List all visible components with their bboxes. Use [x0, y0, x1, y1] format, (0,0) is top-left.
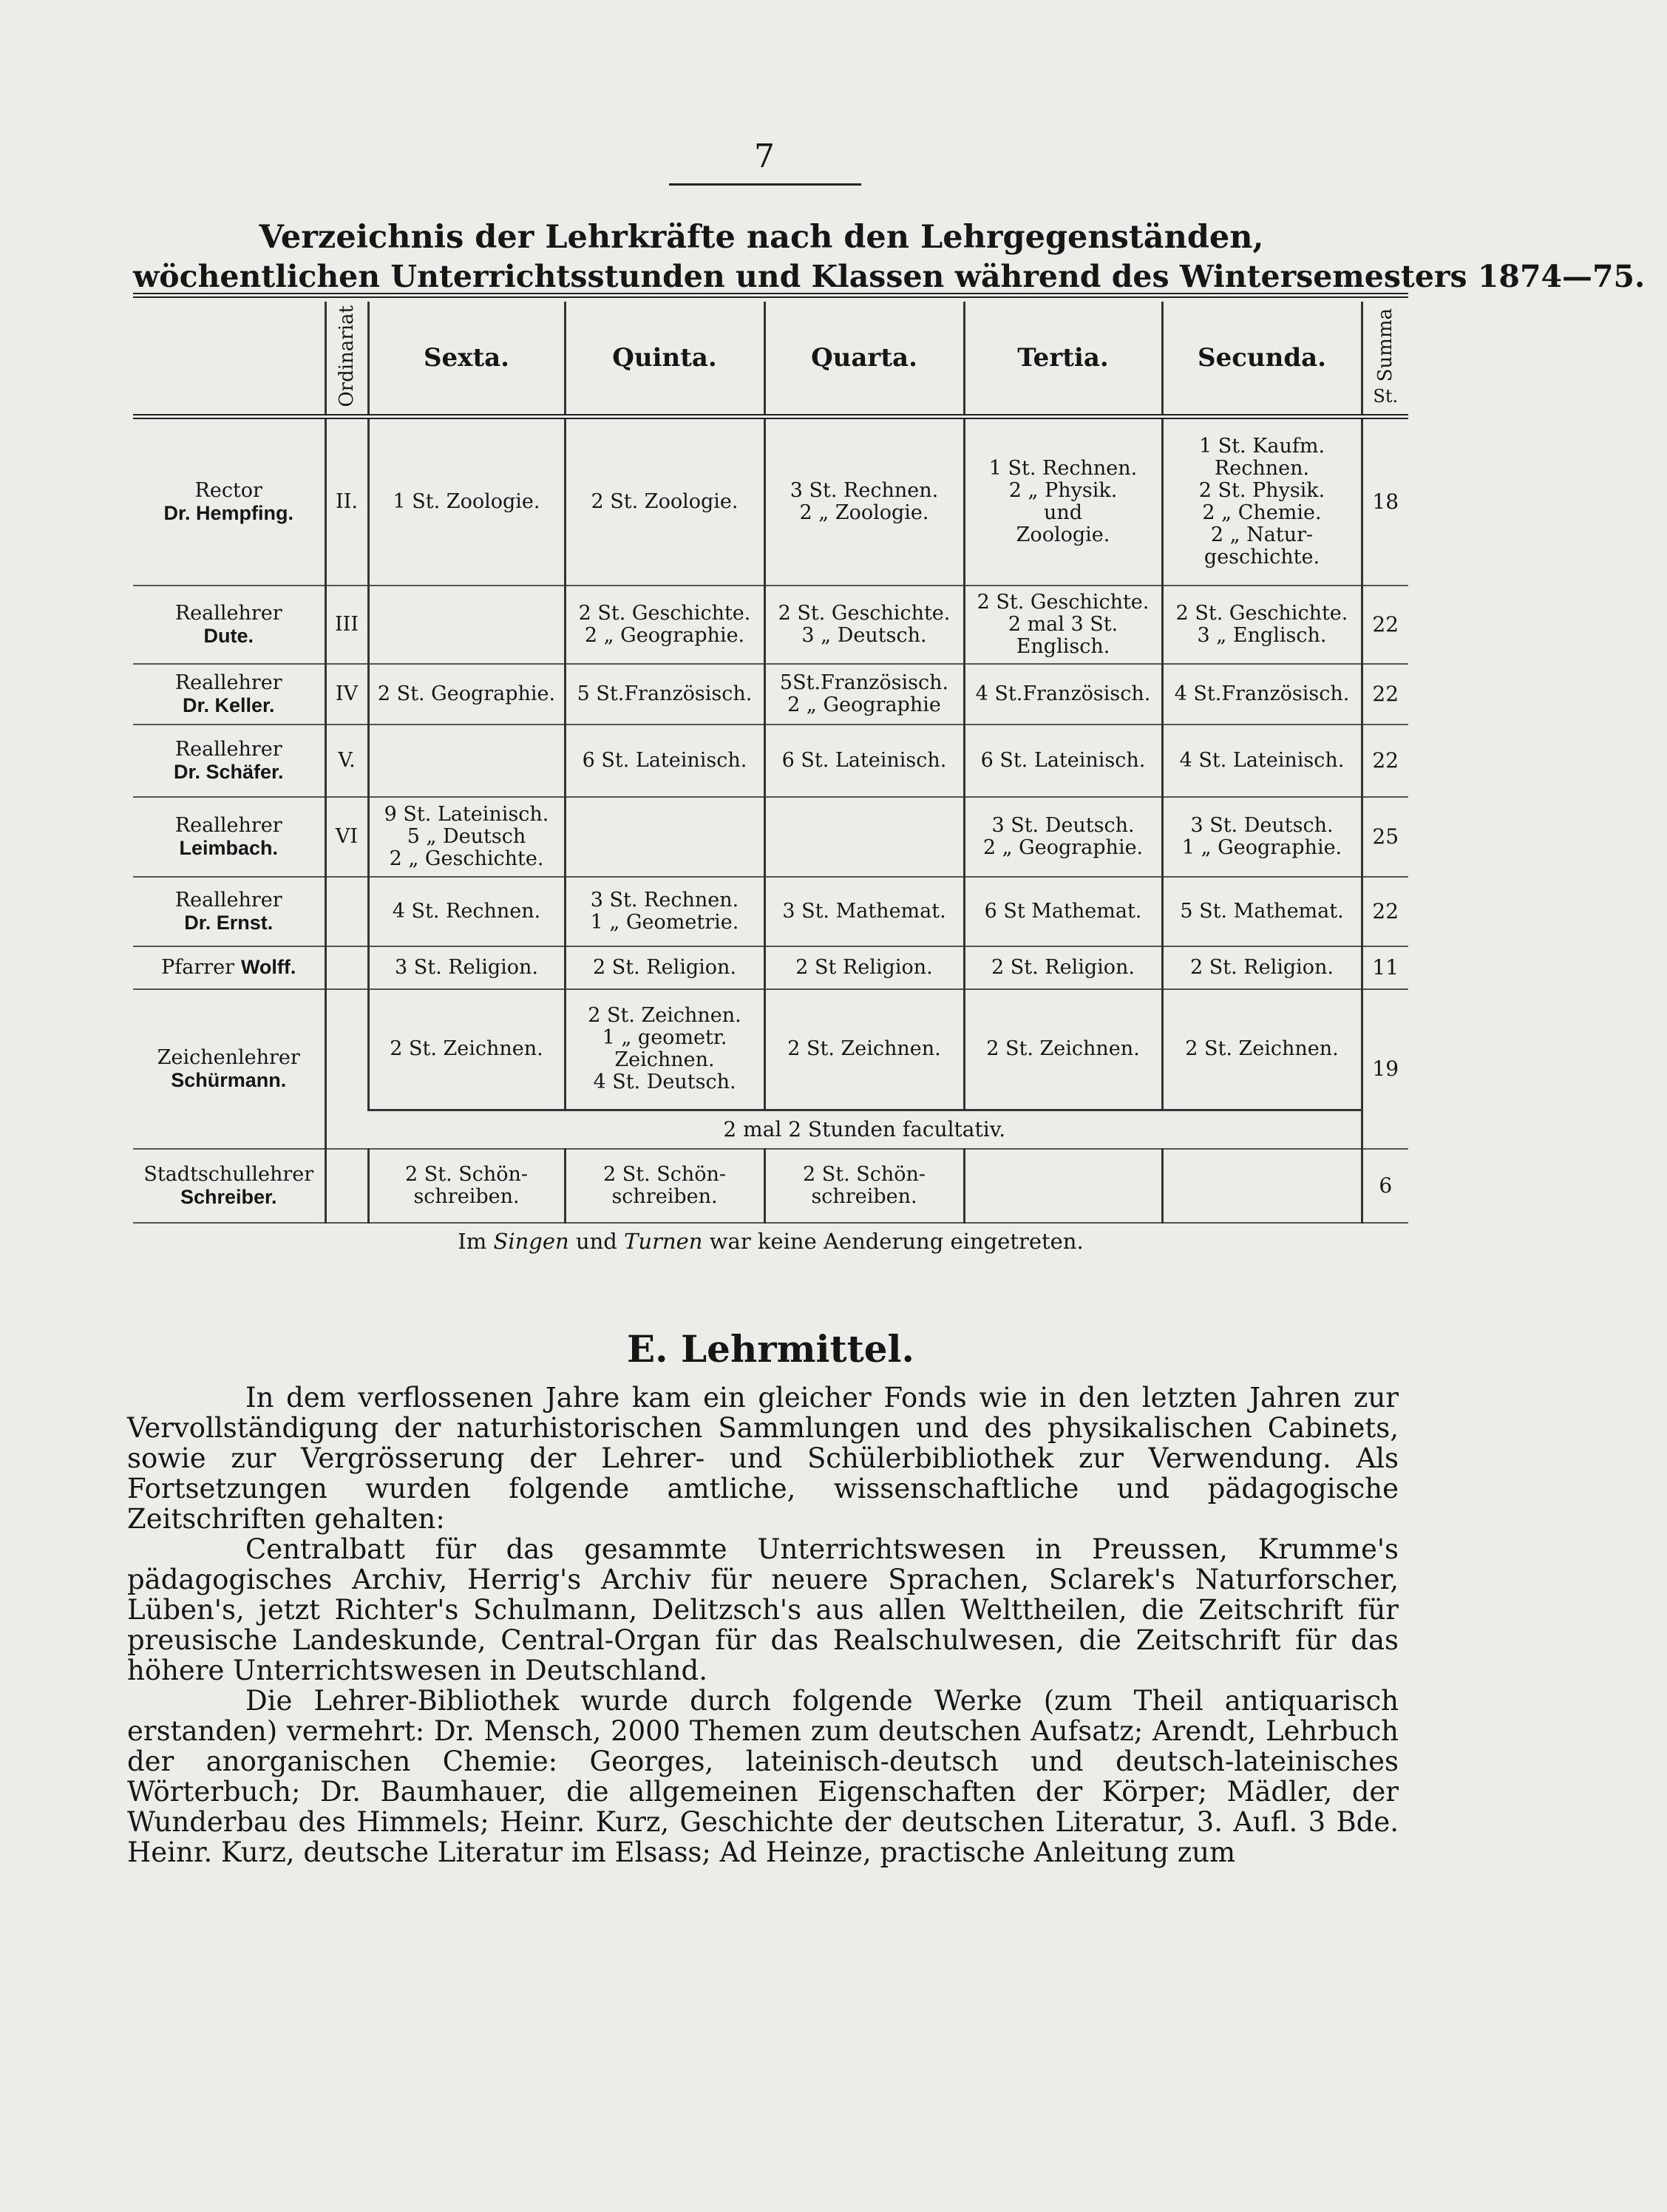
header-secunda: Secunda.	[1162, 302, 1362, 417]
secunda-cell: 5 St. Mathemat.	[1162, 877, 1362, 946]
table-row	[133, 1149, 1408, 1223]
secunda-cell: 2 St. Religion.	[1162, 946, 1362, 989]
table-top-rule	[133, 293, 1408, 298]
summa-cell: 11	[1362, 946, 1408, 989]
summa-cell: 19	[1362, 989, 1408, 1149]
teacher-cell: Stadtschullehrer Schreiber.	[143, 1162, 314, 1208]
table-row	[133, 664, 1408, 725]
header-quinta: Quinta.	[565, 302, 764, 417]
table-row	[133, 989, 1408, 1110]
tertia-cell	[964, 1149, 1162, 1223]
body-text	[127, 1382, 1399, 1867]
secunda-cell: 1 St. Kaufm. Rechnen. 2 St. Physik. 2 „ Chemie. 2 „ Natur- geschichte.	[1162, 417, 1362, 586]
teacher-cell: Zeichenlehrer Schürmann.	[157, 1045, 300, 1091]
summa-cell: 22	[1362, 664, 1408, 725]
summa-cell: 25	[1362, 797, 1408, 877]
quarta-cell	[764, 797, 964, 877]
summa-cell: 22	[1362, 877, 1408, 946]
tertia-cell: 3 St. Deutsch. 2 „ Geographie.	[964, 797, 1162, 877]
sexta-cell: 2 St. Schön- schreiben.	[368, 1149, 565, 1223]
teacher-cell: Pfarrer Wolff.	[161, 956, 296, 979]
sexta-cell: 4 St. Rechnen.	[368, 877, 565, 946]
teacher-cell: Reallehrer Dr. Ernst.	[174, 888, 282, 934]
tertia-cell: 2 St. Religion.	[964, 946, 1162, 989]
header-teacher	[133, 302, 325, 417]
quinta-cell: 2 St. Zoologie.	[565, 417, 764, 586]
page-number-rule	[669, 183, 861, 186]
secunda-cell: 4 St. Lateinisch.	[1162, 725, 1362, 797]
ordinariat-cell: II.	[325, 417, 368, 586]
secunda-cell: 4 St.Französisch.	[1162, 664, 1362, 725]
sexta-cell: 3 St. Religion.	[368, 946, 565, 989]
facultativ-note: 2 mal 2 Stunden facultativ.	[368, 1110, 1362, 1149]
page-number: 7	[754, 138, 775, 175]
quinta-cell: 6 St. Lateinisch.	[565, 725, 764, 797]
teacher-cell: Reallehrer Dute.	[174, 601, 282, 647]
summa-cell: 22	[1362, 586, 1408, 664]
paragraph: In dem verflossenen Jahre kam ein gleicher Fonds wie in den letzten Jahren zur Vervollständigung der naturhistorischen Sammlungen und des physikalischen Cabinets, sowie zur Vergrösserung der Lehrer- und Schülerbibliothek zur Verwendung. Als Fortsetzungen wurden folgende amtliche, wissenschaftliche und pädagogische Zeitschriften gehalten:	[127, 1382, 1399, 1535]
teacher-cell: Reallehrer Leimbach.	[174, 813, 282, 859]
tertia-cell: 2 St. Geschichte. 2 mal 3 St. Englisch.	[964, 586, 1162, 664]
quinta-cell: 2 St. Zeichnen. 1 „ geometr. Zeichnen. 4 St. Deutsch.	[565, 989, 764, 1110]
quarta-cell: 2 St. Geschichte. 3 „ Deutsch.	[764, 586, 964, 664]
secunda-cell	[1162, 1149, 1362, 1223]
section-title: E. Lehrmittel.	[627, 1327, 914, 1371]
quinta-cell	[565, 797, 764, 877]
quarta-cell: 2 St Religion.	[764, 946, 964, 989]
summa-cell: 6	[1362, 1149, 1408, 1223]
paragraph: Centralbatt für das gesammte Unterrichtswesen in Preussen, Krumme's pädagogisches Archiv, Herrig's Archiv für neuere Sprachen, Sclarek's Naturforscher, Lüben's, jetzt Richter's Schulmann, Delitzsch's aus allen Welttheilen, die Zeitschrift für preusische Landeskunde, Central-Organ für das Realschulwesen, die Zeitschrift für das höhere Unterrichtswesen in Deutschland.	[127, 1533, 1399, 1686]
quarta-cell: 2 St. Zeichnen.	[764, 989, 964, 1110]
tertia-cell: 6 St. Lateinisch.	[964, 725, 1162, 797]
header-summa: Summa St.	[1362, 302, 1408, 417]
sexta-cell: 9 St. Lateinisch. 5 „ Deutsch 2 „ Geschichte.	[368, 797, 565, 877]
quinta-cell: 5 St.Französisch.	[565, 664, 764, 725]
header-tertia: Tertia.	[964, 302, 1162, 417]
teacher-cell: Reallehrer Dr. Schäfer.	[173, 737, 284, 783]
quarta-cell: 6 St. Lateinisch.	[764, 725, 964, 797]
table-footnote: Im Singen und Turnen war keine Aenderung eingetreten.	[458, 1229, 1084, 1254]
table-row	[133, 877, 1408, 946]
sexta-cell: 2 St. Zeichnen.	[368, 989, 565, 1110]
teacher-cell: Reallehrer Dr. Keller.	[174, 671, 282, 716]
table-row	[133, 725, 1408, 797]
paragraph: Die Lehrer-Bibliothek wurde durch folgende Werke (zum Theil antiquarisch erstanden) vermehrt: Dr. Mensch, 2000 Themen zum deutschen Aufsatz; Arendt, Lehrbuch der anorganischen Chemie: Georges, lateinisch-deutsch und deutsch-lateinisches Wörterbuch; Dr. Baumhauer, die allgemeinen Eigenschaften der Körper; Mädler, der Wunderbau des Himmels; Heinr. Kurz, Geschichte der deutschen Literatur, 3. Aufl. 3 Bde. Heinr. Kurz, deutsche Literatur im Elsass; Ad Heinze, practische Anleitung zum	[127, 1685, 1399, 1868]
header-sexta: Sexta.	[368, 302, 565, 417]
ordinariat-cell: V.	[325, 725, 368, 797]
teacher-cell: Rector Dr. Hempfing.	[163, 478, 293, 524]
sexta-cell: 2 St. Geographie.	[368, 664, 565, 725]
header-ordinariat: Ordinariat	[325, 302, 368, 417]
ordinariat-cell	[325, 1149, 368, 1223]
table-title-line1: Verzeichnis der Lehrkräfte nach den Lehrgegenständen,	[259, 219, 1264, 256]
quarta-cell: 3 St. Rechnen. 2 „ Zoologie.	[764, 417, 964, 586]
table-row	[133, 797, 1408, 877]
table-row	[133, 586, 1408, 664]
tertia-cell: 2 St. Zeichnen.	[964, 989, 1162, 1110]
sexta-cell	[368, 586, 565, 664]
table-row	[133, 946, 1408, 989]
ordinariat-cell: IV	[325, 664, 368, 725]
quinta-cell: 2 St. Schön- schreiben.	[565, 1149, 764, 1223]
header-quarta: Quarta.	[764, 302, 964, 417]
ordinariat-cell: VI	[325, 797, 368, 877]
ordinariat-cell: III	[325, 586, 368, 664]
secunda-cell: 3 St. Deutsch. 1 „ Geographie.	[1162, 797, 1362, 877]
quarta-cell: 3 St. Mathemat.	[764, 877, 964, 946]
table-title-line2: wöchentlichen Unterrichtsstunden und Klassen während des Wintersemesters 1874—75.	[133, 259, 1646, 294]
ordinariat-cell	[325, 989, 368, 1149]
summa-cell: 22	[1362, 725, 1408, 797]
quarta-cell: 2 St. Schön- schreiben.	[764, 1149, 964, 1223]
ordinariat-cell	[325, 946, 368, 989]
tertia-cell: 1 St. Rechnen. 2 „ Physik. und Zoologie.	[964, 417, 1162, 586]
staff-table	[133, 302, 1408, 1224]
table-row	[133, 417, 1408, 586]
secunda-cell: 2 St. Zeichnen.	[1162, 989, 1362, 1110]
quinta-cell: 3 St. Rechnen. 1 „ Geometrie.	[565, 877, 764, 946]
quinta-cell: 2 St. Geschichte. 2 „ Geographie.	[565, 586, 764, 664]
quinta-cell: 2 St. Religion.	[565, 946, 764, 989]
ordinariat-cell	[325, 877, 368, 946]
tertia-cell: 6 St Mathemat.	[964, 877, 1162, 946]
tertia-cell: 4 St.Französisch.	[964, 664, 1162, 725]
quarta-cell: 5St.Französisch. 2 „ Geographie	[764, 664, 964, 725]
sexta-cell	[368, 725, 565, 797]
secunda-cell: 2 St. Geschichte. 3 „ Englisch.	[1162, 586, 1362, 664]
sexta-cell: 1 St. Zoologie.	[368, 417, 565, 586]
summa-cell: 18	[1362, 417, 1408, 586]
